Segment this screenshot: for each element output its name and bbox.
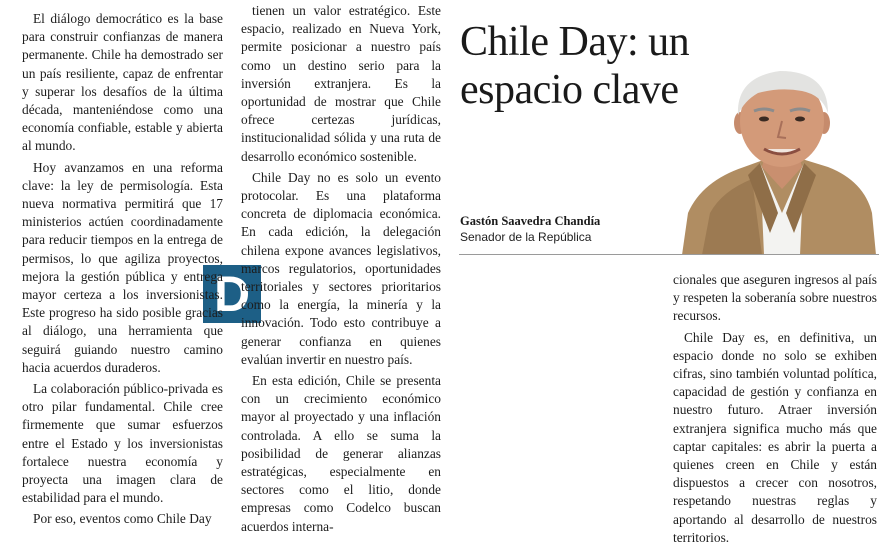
author-role: Senador de la República bbox=[460, 230, 592, 244]
article-column-1 bbox=[22, 10, 223, 529]
author-photo bbox=[682, 63, 876, 255]
article-column-3 bbox=[673, 271, 877, 547]
divider bbox=[459, 254, 879, 255]
paragraph: tienen un valor estratégico. Este espacio, realizado en Nueva York, permite posicionar a nuestro país como un destino serio para la inversión extranjera. Es la oportunidad de mostrar que Chile ofrece certezas jurídicas, institucionalidad sólida y una ruta de desarrollo económico sostenible. bbox=[241, 3, 441, 164]
paragraph: Chile Day es, en definitiva, un espacio donde no solo se exhiben cifras, sino también voluntad política, capacidad de gestión y confianza en nuestro futuro. Atraer inversión extranjera significa mucho más que captar capitales: es abrir la puerta a quienes creen en Chile y están dispuestos a crecer con nosotros, respetando nuestras reglas y aportando al desarrollo de nuestros territorios. bbox=[673, 329, 877, 545]
paragraph: Por eso, eventos como Chile Day bbox=[33, 511, 212, 527]
byline bbox=[460, 213, 680, 245]
paragraph: Hoy avanzamos en una reforma clave: la ley de permisología. Esta nueva normativa permitirá que 17 ministerios actúen coordinadamente para reducir tiempos en la entrega de permisos, lo que agiliza proyectos, mejora la gestión pública y entrega mayor certeza a los inversionistas. Este progreso ha sido posible gracias al diálogo, una herramienta que seguirá guiando nuestro camino hacia acuerdos duraderos. bbox=[22, 159, 223, 375]
article-title: Chile Day: un espacio clave bbox=[460, 19, 690, 113]
paragraph: La colaboración público-privada es otro pilar fundamental. Chile cree firmemente que sumar esfuerzos entre el Estado y los inversionistas fortalece nuestra economía y proyecta una imagen clara de estabilidad para el mundo. bbox=[22, 381, 223, 506]
paragraph: Chile Day no es solo un evento protocolar. Es una plataforma concreta de diplomacia económica. En cada edición, la delegación chilena expone avances legislativos, marcos regulatorios, oportunidades territoriales y sectores prioritarios como la energía, la minería y la innovación. Todo esto contribuye a generar confianza en quienes evalúan invertir en nuestro país. bbox=[241, 169, 441, 367]
drop-cap: D bbox=[203, 265, 261, 323]
paragraph: El diálogo democrático es la base para construir confianzas de manera permanente. Chile ha demostrado ser un país resiliente, capaz de enfrentar y superar los desafíos de la última década, manteniéndose como una economía confiable, estable y abierta al mundo. bbox=[22, 11, 223, 154]
paragraph: En esta edición, Chile se presenta con un crecimiento económico mayor al proyectado y una inflación controlada. A ello se suma la posibilidad de generar alianzas estratégicas, especialmente en sectores como el litio, donde empresas como Codelco buscan acuerdos interna- bbox=[241, 373, 441, 534]
author-name: Gastón Saavedra Chandía bbox=[460, 214, 601, 228]
article-column-2 bbox=[241, 2, 441, 536]
paragraph: cionales que aseguren ingresos al país y respeten la soberanía sobre nuestros recursos. bbox=[673, 272, 877, 324]
